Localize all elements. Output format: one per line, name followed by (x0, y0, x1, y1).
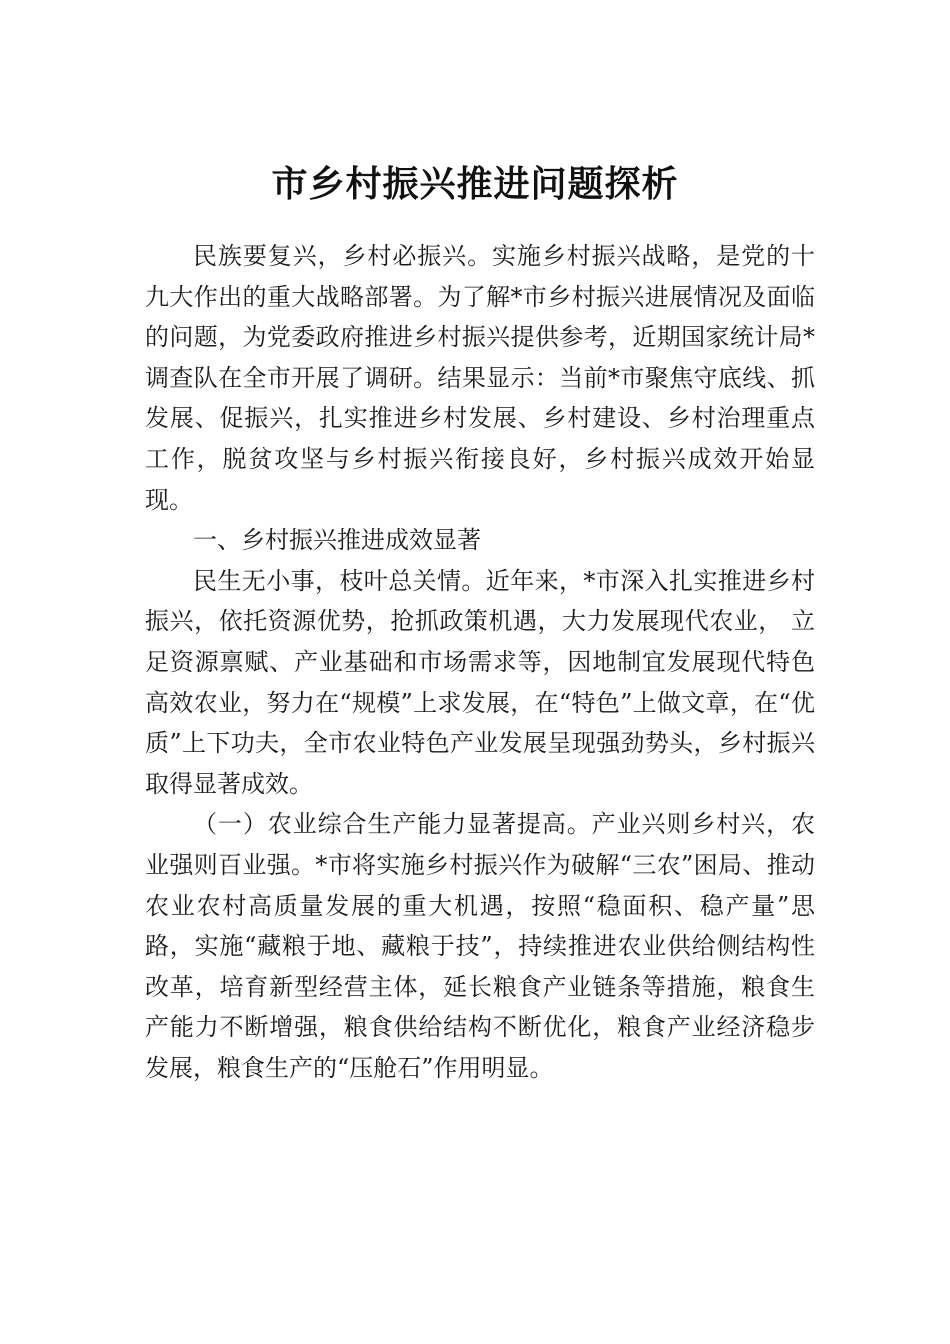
document-title: 市乡村振兴推进问题探析 (271, 163, 679, 205)
document-body (145, 236, 815, 1088)
paragraph-section-1: 民生无小事，枝叶总关情。近年来，*市深入扎实推进乡村振兴，依托资源优势，抢抓政策机遇，大力发展现代农业， 立足资源禀赋、产业基础和市场需求等，因地制宜发展现代特色高效农业，努力在“规模”上求发展，在“特色”上做文章，在“优质”上下功夫，全市农业特色产业发展呈现强劲势头，乡村振兴取得显著成效。 (145, 566, 815, 798)
paragraph-intro: 民族要复兴，乡村必振兴。实施乡村振兴战略，是党的十九大作出的重大战略部署。为了解*市乡村振兴进展情况及面临的问题，为党委政府推进乡村振兴提供参考，近期国家统计局*调查队在全市开展了调研。结果显示：当前*市聚焦守底线、抓发展、促振兴，扎实推进乡村发展、乡村建设、乡村治理重点工作，脱贫攻坚与乡村振兴衔接良好，乡村振兴成效开始显现。 (145, 242, 815, 514)
section-heading-1: 一、乡村振兴推进成效显著 (193, 526, 481, 555)
paragraph-subsection-1: （一）农业综合生产能力显著提高。产业兴则乡村兴，农业强则百业强。*市将实施乡村振兴作为破解“三农”困局、推动农业农村高质量发展的重大机遇，按照“稳面积、稳产量”思路，实施“藏粮于地、藏粮于技”，持续推进农业供给侧结构性改革，培育新型经营主体，延长粮食产业链条等措施，粮食生产能力不断增强，粮食供给结构不断优化，粮食产业经济稳步发展，粮食生产的“压舱石”作用明显。 (145, 810, 815, 1082)
